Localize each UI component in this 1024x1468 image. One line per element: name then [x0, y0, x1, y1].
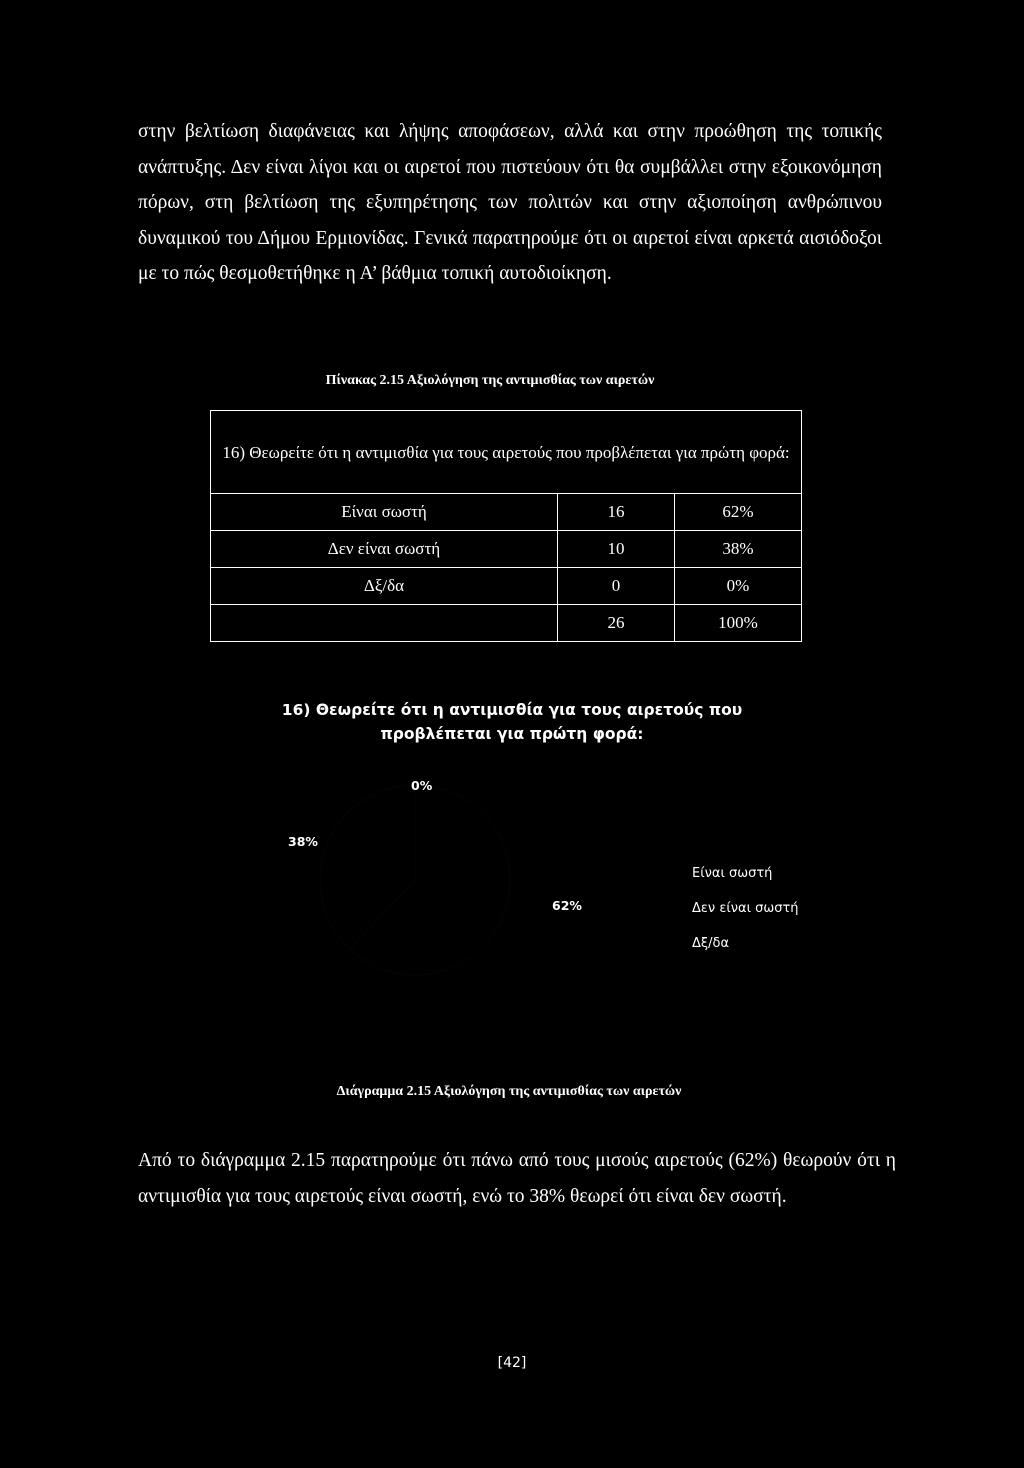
row-count: 10 — [558, 531, 675, 568]
row-percent: 38% — [675, 531, 802, 568]
data-label-dont-know: 0% — [411, 778, 433, 793]
row-count: 16 — [558, 494, 675, 531]
total-percent: 100% — [675, 605, 802, 642]
row-percent: 62% — [675, 494, 802, 531]
body-paragraph-2: Από το διάγραμμα 2.15 παρατηρούμε ότι πάνω από τους μισούς αιρετούς (62%) θεωρούν ότι η αντιμισθία για τους αιρετούς είναι σωστή, ενώ το 38% θεωρεί ότι είναι δεν σωστή. — [138, 1150, 896, 1207]
table-row — [211, 531, 802, 568]
legend-item-not-correct: Δεν είναι σωστή — [692, 901, 799, 916]
total-label — [211, 605, 558, 642]
table-question: 16) Θεωρείτε ότι η αντιμισθία για τους αιρετούς που προβλέπεται για πρώτη φορά: — [211, 411, 802, 494]
chart-title-line-1: 16) Θεωρείτε ότι η αντιμισθία για τους αιρετούς που — [281, 701, 743, 719]
total-count: 26 — [558, 605, 675, 642]
data-label-correct: 62% — [552, 898, 582, 913]
table-row — [211, 494, 802, 531]
body-paragraph-1: στην βελτίωση διαφάνειας και λήψης αποφάσεων, αλλά και στην προώθηση της τοπικής ανάπτυξης. Δεν είναι λίγοι και οι αιρετοί που πιστεύουν ότι θα συμβάλλει στην εξοικονόμηση πόρων, στη βελτίωση της εξυπηρέτησης των πολιτών και στην αξιοποίηση ανθρώπινου δυναμικού του Δήμου Ερμιονίδας. Γενικά παρατηρούμε ότι οι αιρετοί είναι αρκετά αισιόδοξοι με το πώς θεσμοθετήθηκε η Α’ βάθμια τοπική αυτοδιοίκηση. — [138, 121, 882, 284]
pie-chart — [200, 680, 620, 1010]
row-label: Δεν είναι σωστή — [211, 531, 558, 568]
table-caption: Πίνακας 2.15 Αξιολόγηση της αντιμισθίας των αιρετών — [325, 373, 655, 388]
data-label-not-correct: 38% — [288, 834, 318, 849]
page-number: [42] — [497, 1355, 527, 1371]
table-header-row — [211, 411, 802, 494]
row-count: 0 — [558, 568, 675, 605]
legend-item-correct: Είναι σωστή — [692, 866, 773, 881]
chart-caption: Διάγραμμα 2.15 Αξιολόγηση της αντιμισθίας των αιρετών — [336, 1084, 682, 1099]
row-percent: 0% — [675, 568, 802, 605]
legend-item-dont-know: Δξ/δα — [692, 936, 730, 951]
survey-table — [210, 410, 802, 642]
row-label: Είναι σωστή — [211, 494, 558, 531]
row-label: Δξ/δα — [211, 568, 558, 605]
table-row — [211, 568, 802, 605]
chart-title-line-2: προβλέπεται για πρώτη φορά: — [380, 725, 644, 743]
table-total-row — [211, 605, 802, 642]
